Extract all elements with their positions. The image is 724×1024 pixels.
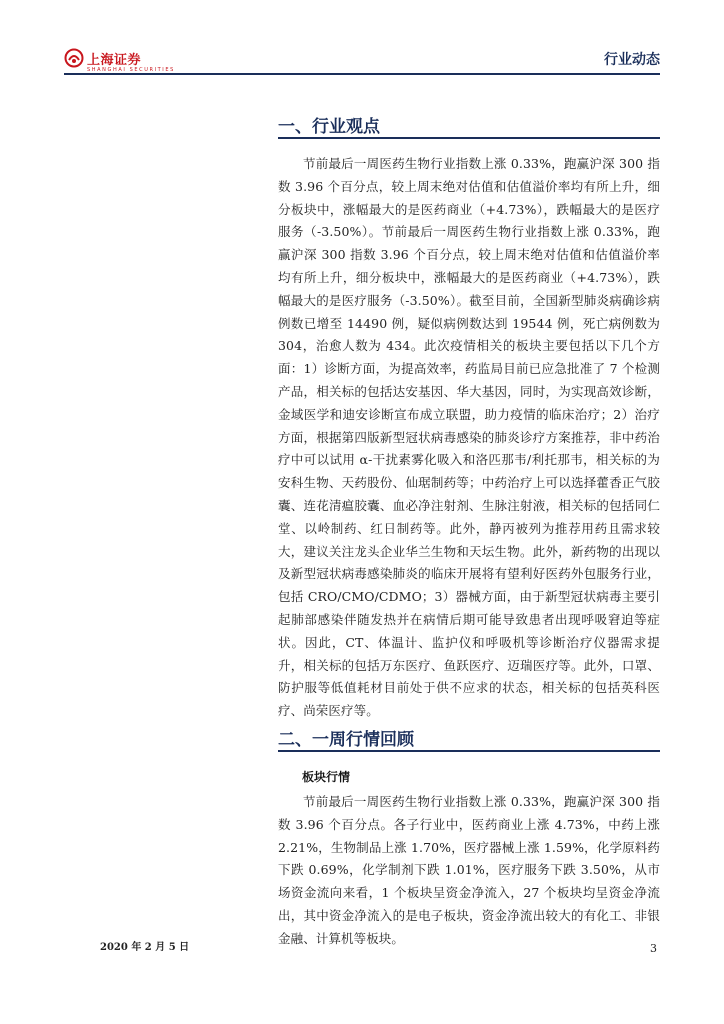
logo-english-text: SHANGHAI SECURITIES — [87, 67, 175, 73]
weekly-review-paragraph: 节前最后一周医药生物行业指数上涨 0.33%，跑赢沪深 300 指数 3.96 个百分点。各子行业中，医药商业上涨 4.73%，中药上涨 2.21%，生物制品上涨 1.70%，医疗器械上涨 1.59%，化学原料药下跌 0.69%，化学制剂下跌 1.01%，医疗服务下跌 3.50%，从市场资金流向来看，1 个板块呈资金净流入，27 个板块均呈资金净流出，其中资金净流入的是电子板块，资金净流出较大的有化工、非银金融、计算机等板块。 — [278, 794, 660, 946]
section-divider — [278, 137, 660, 139]
logo-emblem-icon — [64, 48, 84, 68]
page-number: 3 — [650, 942, 657, 955]
industry-view-paragraph: 节前最后一周医药生物行业指数上涨 0.33%，跑赢沪深 300 指数 3.96 个百分点，较上周末绝对估值和估值溢价率均有所上升，细分板块中，涨幅最大的是医药商业（+4.73%），跌幅最大的是医疗服务（-3.50%）。节前最后一周医药生物行业指数上涨 0.33%，跑赢沪深 300 指数 3.96 个百分点，较上周末绝对估值和估值溢价率均有所上升，细分板块中，涨幅最大的是医药商业（+4.73%），跌幅最大的是医疗服务（-3.50%）。截至目前，全国新型肺炎病确诊病例数已增至 14490 例，疑似病例数达到 19544 例，死亡病例数为 304，治愈人数为 434。此次疫情相关的板块主要包括以下几个方面：1）诊断方面，为提高效率，药监局目前已应急批准了 7 个检测产品，相关标的包括达安基因、华大基因，同时，为实现高效诊断，金域医学和迪安诊断宣布成立联盟，助力疫情的临床治疗；2）治疗方面，根据第四版新型冠状病毒感染的肺炎诊疗方案推荐，非中药治疗中可以试用 α-干扰素雾化吸入和洛匹那韦/利托那韦，相关标的为安科生物、天药股份、仙琚制药等；中药治疗上可以选择藿香正气胶囊、连花清瘟胶囊、血必净注射剂、生脉注射液，相关标的包括同仁堂、以岭制药、红日制药等。此外，静丙被列为推荐用药且需求较大，建议关注龙头企业华兰生物和天坛生物。此外，新药物的出现以及新型冠状病毒感染肺炎的临床开展将有望利好医药外包服务行业，包括 CRO/CMO/CDMO；3）器械方面，由于新型冠状病毒主要引起肺部感染伴随发热并在病情后期可能导致患者出现呼吸窘迫等症状。因此，CT、体温计、监护仪和呼吸机等诊断治疗仪器需求提升，相关标的包括万东医疗、鱼跃医疗、迈瑞医疗等。此外，口罩、防护服等低值耗材目前处于供不应求的状态，相关标的包括英科医疗、尚荣医疗等。 — [278, 156, 660, 719]
section-title-industry-view: 一、行业观点 — [278, 117, 380, 137]
subsection-title-sector: 板块行情 — [302, 770, 351, 784]
footer-date: 2020 年 2 月 5 日 — [100, 942, 190, 953]
report-category-title: 行业动态 — [604, 52, 660, 68]
page-header — [0, 0, 724, 80]
section-divider — [278, 750, 660, 752]
section-title-weekly-review: 二、一周行情回顾 — [278, 730, 414, 750]
header-divider — [64, 73, 660, 75]
logo-chinese-text: 上海证券 — [87, 53, 142, 68]
